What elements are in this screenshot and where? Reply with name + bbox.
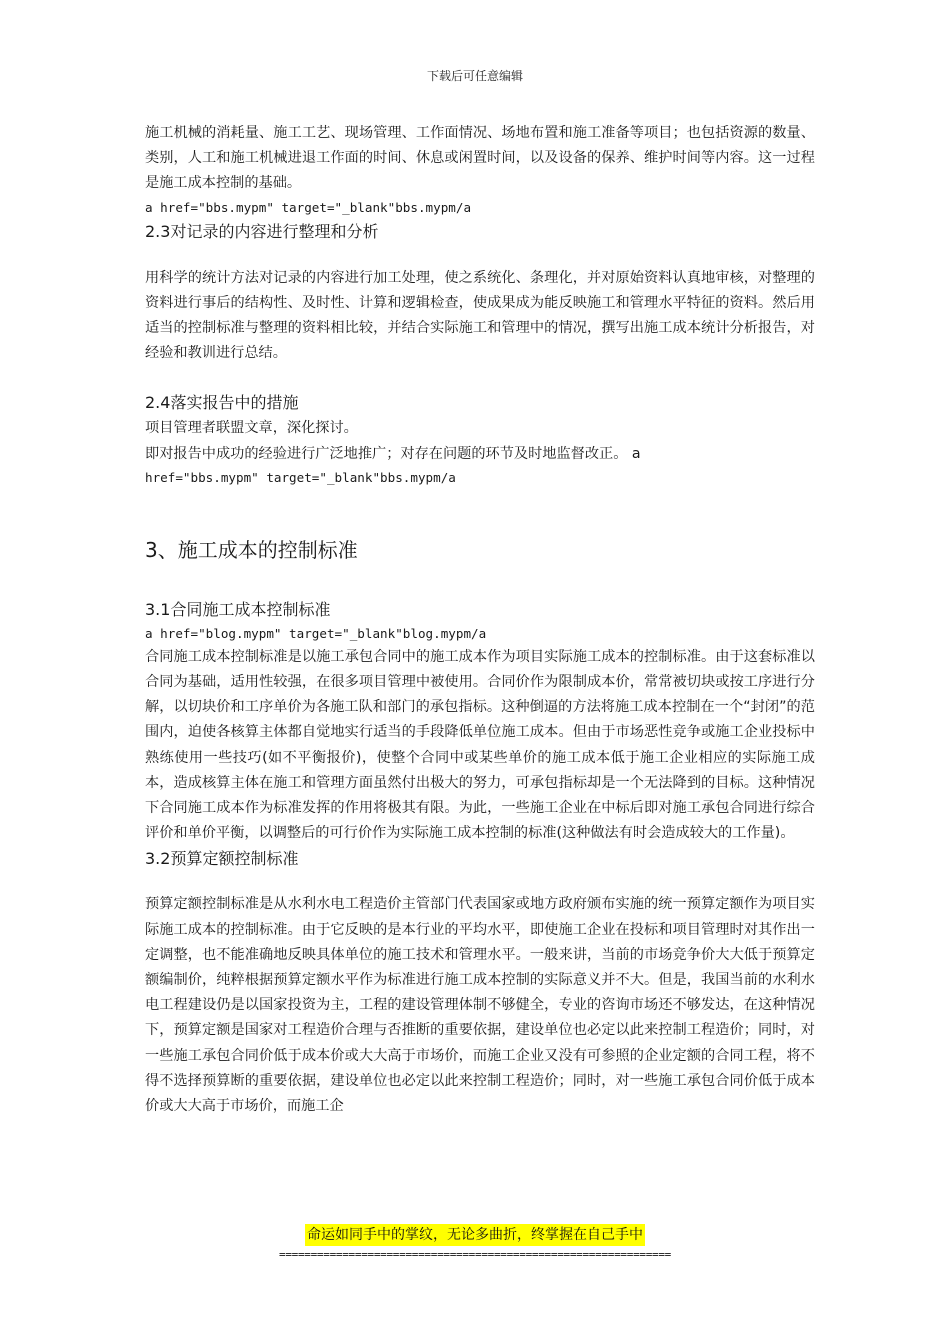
chapter-heading-3: 3、施工成本的控制标准 xyxy=(145,537,358,562)
section-heading-2-3: 2.3对记录的内容进行整理和分析 xyxy=(145,221,379,241)
section-heading-2-4: 2.4落实报告中的措施 xyxy=(145,393,299,413)
highlighted-motto: 命运如同手中的掌纹，无论多曲折，终掌握在自己手中 xyxy=(305,1224,645,1246)
document-body xyxy=(145,121,815,1119)
paragraph: 施工机械的消耗量、施工工艺、现场管理、工作面情况、场地布置和施工准备等项目；也包括资源的数量、类别，人工和施工机械进退工作面的时间、休息或闲置时间，以及设备的保养、维护时间等内容。这一过程是施工成本控制的基础。 xyxy=(145,125,815,192)
section-heading-3-1: 3.1合同施工成本控制标准 xyxy=(145,599,331,619)
page-footer xyxy=(0,1224,950,1262)
link-code-text: href="bbs.mypm" target="_blank"bbs.mypm/a xyxy=(145,469,456,485)
separator-line: ============================================================== xyxy=(279,1248,671,1261)
link-code-text: a href="bbs.mypm" target="_blank"bbs.mypm/a xyxy=(145,199,472,215)
paragraph: 项目管理者联盟文章，深化探讨。 xyxy=(145,420,358,437)
link-code-text: a href="blog.mypm" target="_blank"blog.mypm/a xyxy=(145,625,487,641)
paragraph: 用科学的统计方法对记录的内容进行加工处理，使之系统化、条理化，并对原始资料认真地审核，对整理的资料进行事后的结构性、及时性、计算和逻辑检查，使成果成为能反映施工和管理水平特征的资料。然后用适当的控制标准与整理的资料相比较，并结合实际施工和管理中的情况，撰写出施工成本统计分析报告，对经验和教训进行总结。 xyxy=(145,269,815,362)
paragraph: 合同施工成本控制标准是以施工承包合同中的施工成本作为项目实际施工成本的控制标准。由于这套标准以合同为基础，适用性较强，在很多项目管理中被使用。合同价作为限制成本价，常常被切块或按工序进行分解，以切块价和工序单价为各施工队和部门的承包指标。这种倒逼的方法将施工成本控制在一个“封闭”的范围内，迫使各核算主体都自觉地实行适当的手段降低单位施工成本。但由于市场恶性竞争或施工企业投标中熟练使用一些技巧(如不平衡报价)，使整个合同中或某些单价的施工成本低于施工企业相应的实际施工成本，造成核算主体在施工和管理方面虽然付出极大的努力，可承包指标却是一个无法降到的目标。这种情况下合同施工成本作为标准发挥的作用将极其有限。为此，一些施工企业在中标后即对施工承包合同进行综合评价和单价平衡，以调整后的可行价作为实际施工成本控制的标准(这种做法有时会造成较大的工作量)。 xyxy=(145,648,815,842)
page-header: 下载后可任意编辑 xyxy=(426,69,523,83)
paragraph: 预算定额控制标准是从水利水电工程造价主管部门代表国家或地方政府颁布实施的统一预算定额作为项目实际施工成本的控制标准。由于它反映的是本行业的平均水平，即使施工企业在投标和项目管理时对其作出一定调整，也不能准确地反映具体单位的施工技术和管理水平。一般来讲，当前的市场竞争价大大低于预算定额编制价，纯粹根据预算定额水平作为标准进行施工成本控制的实际意义并不大。但是，我国当前的水利水电工程建设仍是以国家投资为主，工程的建设管理体制不够健全，专业的咨询市场还不够发达，在这种情况下，预算定额是国家对工程造价合理与否推断的重要依据，建设单位也必定以此来控制工程造价；同时，对一些施工承包合同价低于成本价或大大高于市场价，而施工企业又没有可参照的企业定额的合同工程，将不得不选择预算断的重要依据，建设单位也必定以此来控制工程造价；同时，对一些施工承包合同价低于成本价或大大高于市场价，而施工企 xyxy=(145,896,815,1115)
paragraph: 即对报告中成功的经验进行广泛地推广；对存在问题的环节及时地监督改正。 a xyxy=(145,445,641,462)
section-heading-3-2: 3.2预算定额控制标准 xyxy=(145,849,299,869)
